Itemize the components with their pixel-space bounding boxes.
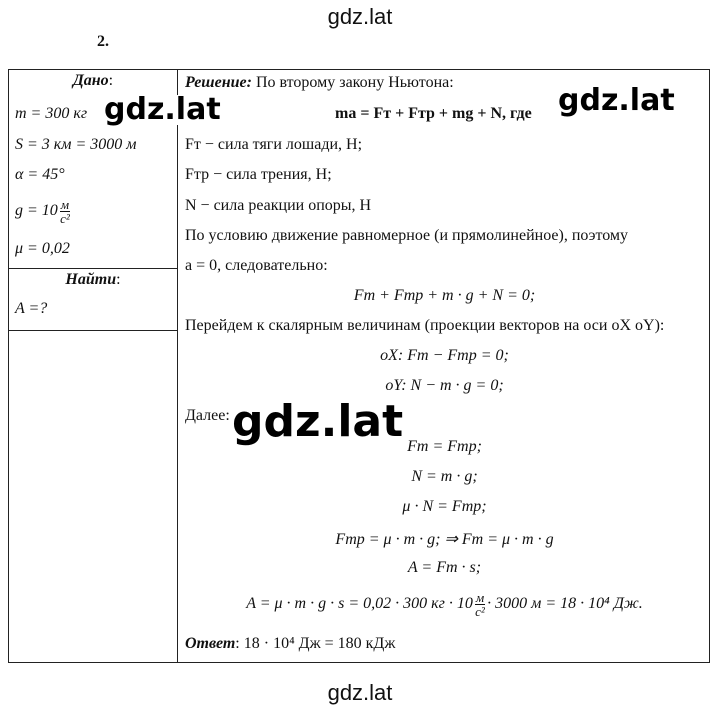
definition-friction-force: Fтр − сила трения, Н; bbox=[185, 166, 332, 183]
given-mass: m = 300 кг bbox=[15, 105, 88, 122]
equation-work-definition: A = Fт · s; bbox=[407, 559, 482, 576]
condition-line-2: a = 0, следовательно: bbox=[185, 257, 328, 274]
find-divider bbox=[9, 330, 177, 331]
definition-normal-force: N − сила реакции опоры, Н bbox=[185, 197, 372, 214]
watermark-bottom: gdz.lat bbox=[327, 680, 393, 705]
given-distance: S = 3 км = 3000 м bbox=[15, 136, 137, 153]
equation-oy: oY: N − m · g = 0; bbox=[385, 377, 504, 394]
equation-forces-equal: Fт = Fтр; bbox=[407, 438, 482, 455]
find-work: A =? bbox=[15, 300, 48, 317]
given-divider bbox=[9, 268, 177, 269]
watermark-overlay-1: gdz.lat bbox=[104, 92, 221, 127]
watermark-overlay-2: gdz.lat bbox=[558, 83, 675, 118]
find-heading: Найти: bbox=[65, 271, 121, 288]
equation-work-calculation: A = μ · m · g · s = 0,02 · 300 кг · 10 $\frac{м}{\text{с²}}$ · 3000 м = 18 · 10⁴ Дж. bbox=[246, 590, 643, 619]
solution-intro: Решение: По второму закону Ньютона: bbox=[185, 74, 454, 91]
watermark-overlay-3: gdz.lat bbox=[232, 396, 404, 447]
given-heading: Дано: bbox=[72, 72, 114, 89]
solution-table bbox=[8, 69, 710, 663]
equation-friction-definition: μ · N = Fтр; bbox=[402, 498, 487, 515]
newton-vector-equation: ma = Fт + Fтр + mg + N, где bbox=[335, 105, 532, 122]
equation-ox: oX: Fт − Fтр = 0; bbox=[380, 347, 509, 364]
equation-force-sum: Fт + Fтр + m · g + N = 0; bbox=[353, 287, 536, 304]
given-angle: α = 45° bbox=[15, 166, 65, 183]
problem-number: 2. bbox=[97, 33, 109, 50]
further-label: Далее: bbox=[185, 407, 230, 424]
equation-normal-force: N = m · g; bbox=[411, 468, 478, 485]
condition-line-1: По условию движение равномерное (и прямолинейное), поэтому bbox=[185, 227, 629, 244]
answer-line: Ответ: 18 · 10⁴ Дж = 180 кДж bbox=[185, 635, 396, 652]
watermark-top: gdz.lat bbox=[327, 4, 393, 29]
definition-traction-force: Fт − сила тяги лошади, Н; bbox=[185, 136, 363, 153]
given-gravity: g = 10 $\frac{м}{\text{с²}}$ bbox=[15, 197, 70, 226]
equation-friction-result: Fтр = μ · m · g; ⇒ Fт = μ · m · g bbox=[335, 531, 554, 548]
scalar-projection-text: Перейдем к скалярным величинам (проекции векторов на оси оX оY): bbox=[185, 317, 665, 334]
given-friction-coefficient: μ = 0,02 bbox=[15, 240, 70, 257]
